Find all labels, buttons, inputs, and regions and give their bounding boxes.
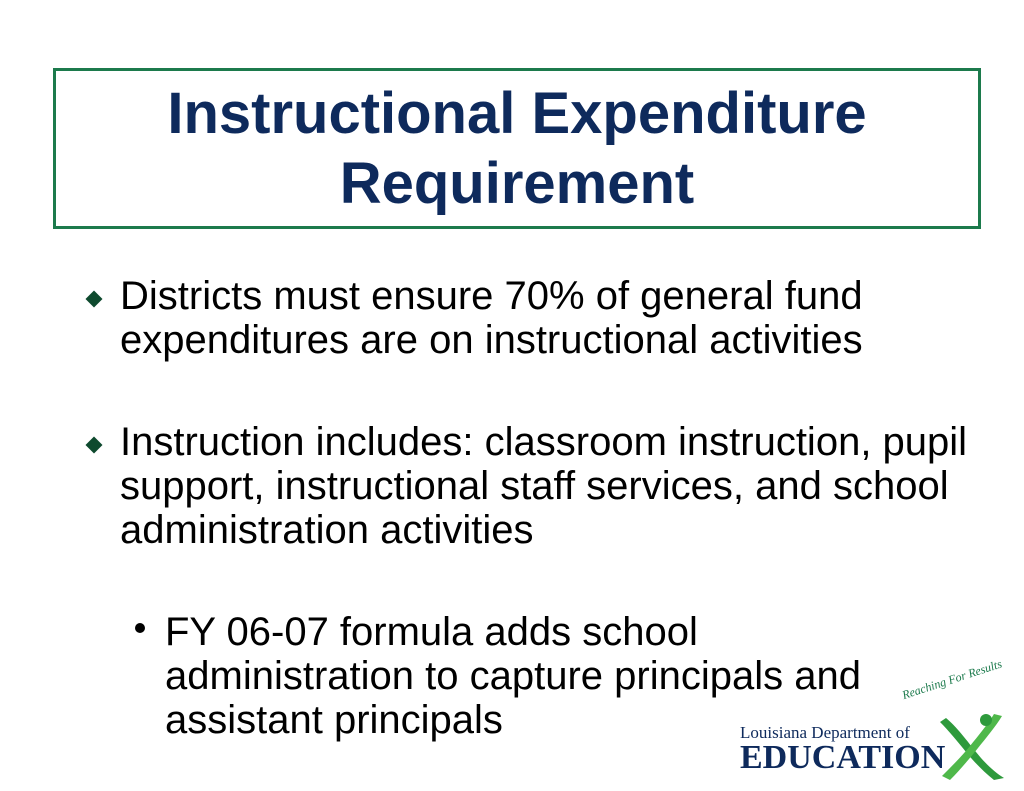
logo-department-text: Louisiana Department of [740,723,910,742]
diamond-bullet-icon [86,291,103,308]
logo-education-text: EDUCATION [740,739,946,776]
title-box [53,68,981,229]
bullet-item: Districts must ensure 70% of general fund expenditures are on instructional activities [120,274,863,362]
checkmark-x-icon [938,712,1008,782]
diamond-bullet-icon [86,437,103,454]
slide-title: Instructional Expenditure Requirement [167,80,867,216]
bullet-item: Instruction includes: classroom instruction, pupil support, instructional staff services, and school administration activities [120,420,968,552]
sub-bullet-item: FY 06-07 formula adds school administration to capture principals and assistant principals [165,610,861,742]
dot-bullet-icon [135,623,145,633]
logo-tagline: Reaching For Results [900,656,1004,703]
